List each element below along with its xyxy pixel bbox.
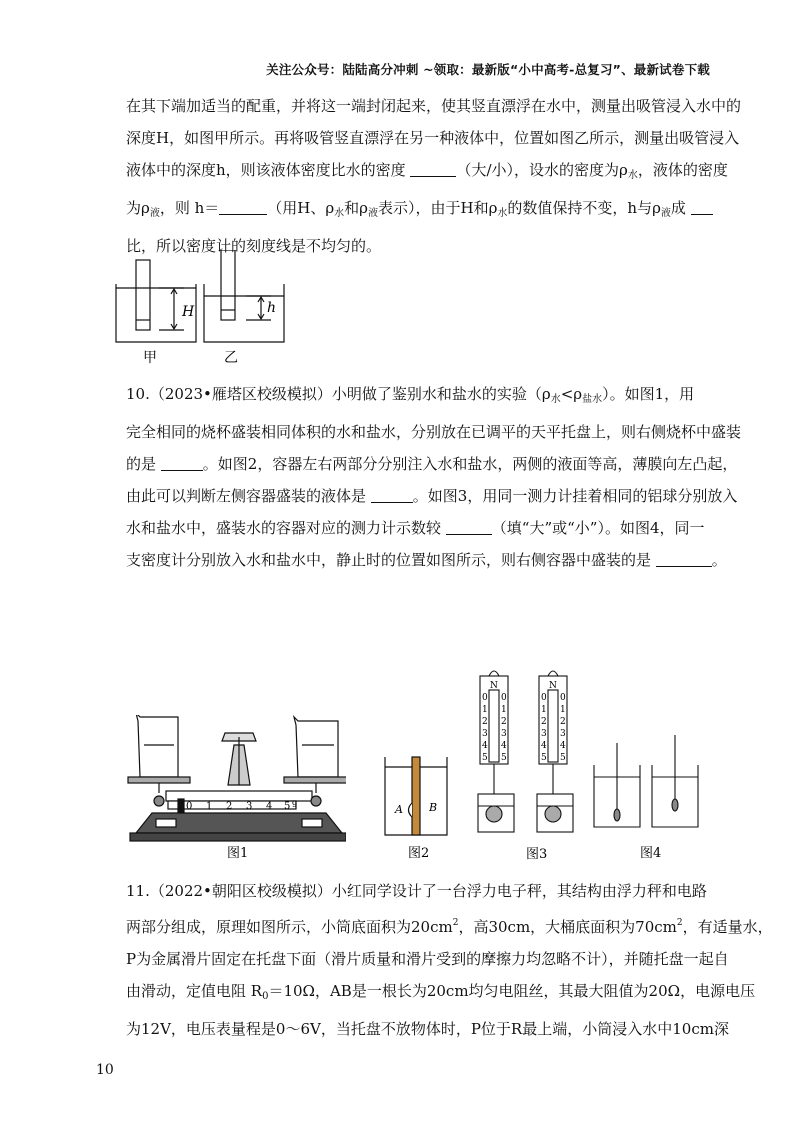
text-run: ，高30cm，大桶底面积为70cm	[458, 918, 677, 936]
scale-tick: 2	[482, 717, 488, 727]
text-run: 10.（2023•雁塔区校级模拟）小明做了鉴别水和盐水的实验（ρ	[126, 385, 551, 403]
answer-blank[interactable]	[691, 200, 713, 215]
text-run: <ρ	[560, 385, 583, 403]
text-line: 深度H，如图甲所示。再将吸管竖直漂浮在另一种液体中，位置如图乙所示，测量出吸管浸入	[126, 129, 740, 147]
text-run: 两部分组成，原理如图所示，小筒底面积为20cm	[126, 918, 453, 936]
text-run: 表示），由于H和ρ	[378, 199, 498, 217]
text-line	[126, 975, 756, 1013]
scale-tick: 2	[560, 717, 566, 727]
text-run: ，有适量水，	[682, 918, 773, 936]
scale-tick: 3	[560, 729, 566, 739]
label-B: B	[429, 801, 438, 814]
scale-tick: 5	[501, 753, 507, 763]
balance-unit: g	[292, 798, 298, 807]
text-run: （填“大”或“小”）。如图4，同一	[491, 519, 705, 537]
text-run: ，液体的密度	[637, 161, 728, 179]
scale-tick: 4	[541, 741, 547, 751]
text-line: 11.（2022•朝阳区校级模拟）小红同学设计了一台浮力电子秤，其结构由浮力秤和电路	[126, 882, 707, 900]
fig2-caption: 图2	[408, 846, 430, 861]
text-line: 比，所以密度计的刻度线是不均匀的。	[126, 237, 382, 255]
scale-tick: 1	[501, 705, 507, 715]
scale-tick: 4	[501, 741, 507, 751]
balance-tick: 2	[226, 801, 233, 812]
scale-tick: 1	[560, 705, 566, 715]
scale-tick: 2	[541, 717, 547, 727]
scale-unit: N	[549, 681, 557, 691]
text-run: （用H、ρ	[267, 199, 335, 217]
text-line	[126, 480, 738, 512]
page-header: 关注公众号：陆陆高分冲刺 ~领取：最新版“小中高考-总复习”、最新试卷下载	[266, 62, 710, 77]
subscript: 0	[262, 991, 269, 1002]
label-jia: 甲	[143, 350, 157, 365]
text-line: P为金属滑片固定在托盘下面（滑片质量和滑片受到的摩擦力均忽略不计），并随托盘一起自	[126, 950, 729, 968]
scale-tick: 3	[541, 729, 547, 739]
figure-jia-yi	[106, 250, 286, 365]
text-run: 。如图2，容器左右两部分分别注入水和盐水，两侧的液面等高，薄膜向左凸起，	[202, 455, 738, 473]
subscript: 水	[627, 170, 638, 181]
text-line: 完全相同的烧杯盛装相同体积的水和盐水，分别放在已调平的天平托盘上，则右侧烧杯中盛装	[126, 423, 742, 441]
figure-3-spring-scales	[472, 664, 582, 864]
question-11-text	[126, 875, 773, 1045]
answer-blank[interactable]	[371, 488, 413, 503]
scale-tick: 3	[501, 729, 507, 739]
question-9-text	[126, 90, 742, 262]
subscript: 液	[660, 208, 671, 219]
text-run: 的数值保持不变，h与ρ	[507, 199, 661, 217]
scale-tick: 5	[560, 753, 566, 763]
text-run: 。	[711, 551, 727, 569]
text-line	[126, 154, 728, 192]
scale-tick: 5	[482, 753, 488, 763]
subscript: 水	[550, 394, 561, 405]
label-h: h	[267, 300, 277, 316]
answer-blank[interactable]	[446, 520, 492, 535]
text-run: 支密度计分别放入水和盐水中，静止时的位置如图所示，则右侧容器中盛装的是	[126, 551, 656, 569]
balance-tick: 1	[206, 801, 213, 812]
text-run: （大/小），设水的密度为ρ	[456, 161, 628, 179]
page-number: 10	[96, 1062, 114, 1078]
scale-tick: 0	[560, 693, 566, 703]
balance-tick: 3	[246, 801, 253, 812]
text-run: 的是	[126, 455, 161, 473]
subscript: 水	[334, 208, 345, 219]
text-run: 水和盐水中，盛装水的容器对应的测力计示数较	[126, 519, 446, 537]
scale-tick: 0	[501, 693, 507, 703]
scale-tick: 2	[501, 717, 507, 727]
subscript: 水	[497, 208, 508, 219]
label-A: A	[395, 803, 403, 816]
text-line	[126, 512, 705, 544]
text-run: ＝10Ω，AB是一根长为20cm均匀电阻丝，其最大阻值为20Ω，电源电压	[268, 982, 756, 1000]
subscript: 液	[368, 208, 378, 219]
text-run: ，则 h＝	[159, 199, 220, 217]
answer-blank[interactable]	[656, 552, 712, 567]
text-run: 由此可以判断左侧容器盛装的液体是	[126, 487, 371, 505]
text-line	[126, 192, 691, 230]
text-run: 成	[670, 199, 691, 217]
label-H: H	[182, 304, 195, 320]
answer-blank[interactable]	[219, 200, 267, 215]
figure-2-container	[383, 755, 453, 865]
text-line	[126, 907, 773, 943]
scale-tick: 1	[541, 705, 547, 715]
text-line: 在其下端加适当的配重，并将这一端封闭起来，使其竖直漂浮在水中，测量出吸管浸入水中的	[126, 97, 742, 115]
scale-tick: 0	[541, 693, 547, 703]
balance-tick: 4	[266, 801, 273, 812]
scale-tick: 3	[482, 729, 488, 739]
text-run: 由滑动，定值电阻 R	[126, 982, 263, 1000]
question-10-text	[126, 378, 742, 576]
fig4-caption: 图4	[640, 846, 662, 861]
text-line	[126, 448, 738, 480]
figure-1-balance	[126, 715, 346, 865]
text-line: 为12V，电压表量程是0～6V，当托盘不放物体时，P位于R最上端，小筒浸入水中10cm深	[126, 1020, 729, 1038]
scale-tick: 4	[560, 741, 566, 751]
fig3-caption: 图3	[526, 847, 548, 862]
superscript: 2	[452, 918, 459, 928]
text-line	[126, 544, 727, 576]
superscript: 2	[676, 918, 683, 928]
scale-tick: 4	[482, 741, 488, 751]
scale-tick: 1	[482, 705, 488, 715]
label-yi: 乙	[224, 350, 238, 365]
text-run: 液体中的深度h，则该液体密度比水的密度	[126, 161, 411, 179]
balance-tick: 0	[186, 801, 193, 812]
answer-blank[interactable]	[410, 162, 456, 177]
scale-unit: N	[490, 681, 498, 691]
scale-tick: 5	[541, 753, 547, 763]
text-run: 和ρ	[344, 199, 368, 217]
fig1-caption: 图1	[227, 846, 249, 861]
subscript: 盐水	[582, 394, 603, 405]
text-run: 为ρ	[126, 199, 150, 217]
answer-blank[interactable]	[161, 456, 203, 471]
text-run: 。如图3，用同一测力计挂着相同的铝球分别放入	[412, 487, 738, 505]
figure-4-hydrometers	[590, 735, 700, 865]
balance-tick: 5	[284, 801, 291, 812]
scale-tick: 0	[482, 693, 488, 703]
text-line	[126, 378, 695, 416]
subscript: 液	[149, 208, 160, 219]
text-run: ）。如图1，用	[602, 385, 695, 403]
